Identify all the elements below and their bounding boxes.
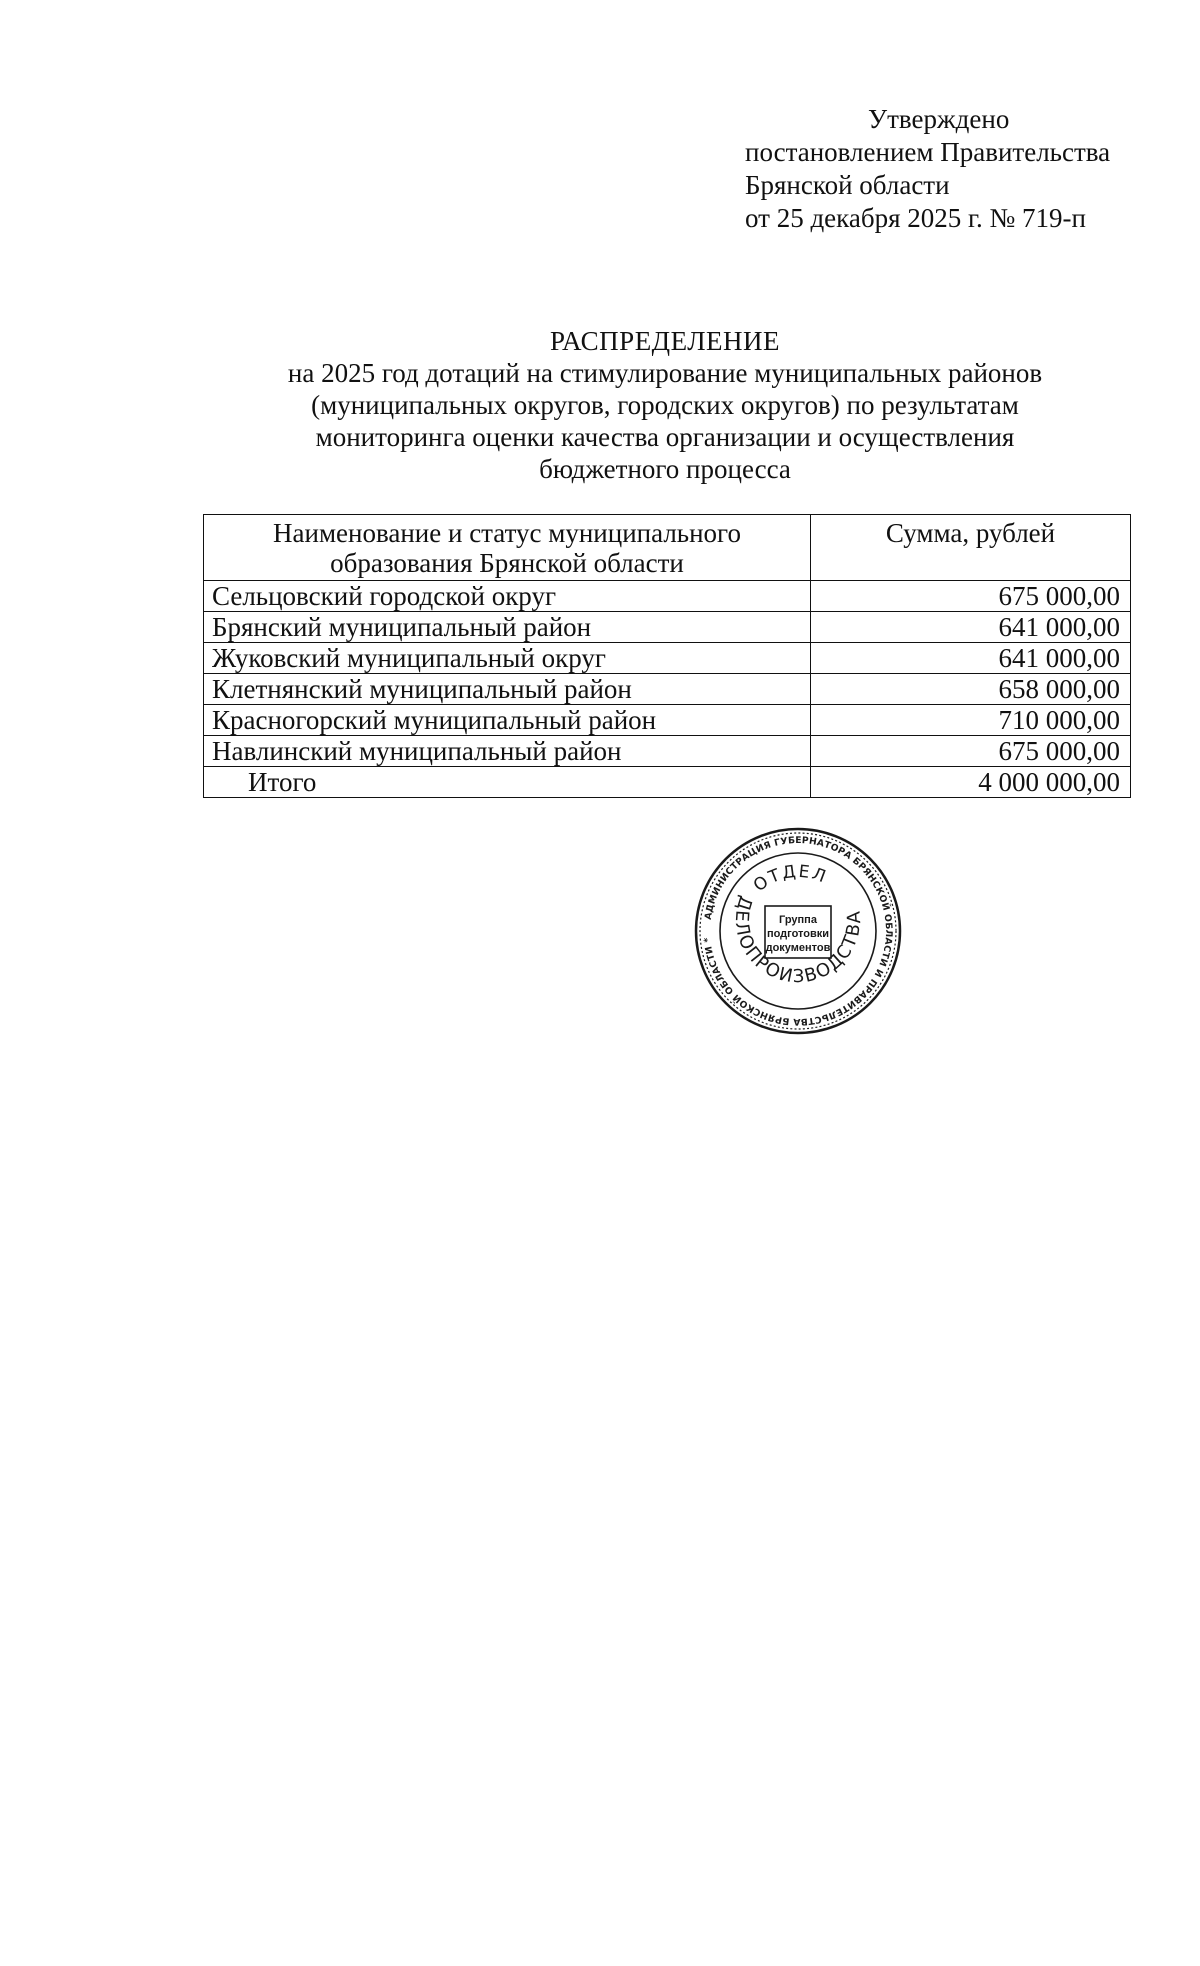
approval-line-date-number: от 25 декабря 2025 г. № 719-п (745, 203, 1086, 233)
municipality-name: Сельцовский городской округ (204, 581, 811, 612)
stamp-office-text: ДЕЛОПРОИЗВОДСТВА (730, 893, 866, 988)
stamp-center-line: документов (765, 942, 831, 954)
document-title: РАСПРЕДЕЛЕНИЕ (549, 326, 781, 356)
office-stamp (693, 826, 903, 1036)
table-header-row (204, 515, 1131, 581)
municipality-name: Брянский муниципальный район (204, 612, 811, 643)
approval-block (745, 103, 1110, 235)
municipality-name: Клетнянский муниципальный район (204, 674, 811, 705)
amount-value: 710 000,00 (811, 705, 1131, 736)
stamp-center-line: подготовки (766, 928, 830, 940)
table-row (204, 705, 1131, 736)
table-row (204, 674, 1131, 705)
stamp-ring-text: АДМИНИСТРАЦИЯ ГУБЕРНАТОРА БРЯНСКОЙ ОБЛАСТИ И ПРАВИТЕЛЬСТВА БРЯНСКОЙ ОБЛАСТИ * (702, 834, 895, 1028)
amount-value: 675 000,00 (811, 736, 1131, 767)
heading-block (200, 325, 1130, 485)
table-row (204, 612, 1131, 643)
table-row (204, 736, 1131, 767)
amount-value: 641 000,00 (811, 643, 1131, 674)
amount-value: 675 000,00 (811, 581, 1131, 612)
stamp-department-text: ОТДЕЛ (749, 861, 831, 897)
table-total-row (204, 767, 1131, 798)
table-row (204, 643, 1131, 674)
total-label: Итого (204, 767, 811, 798)
header-municipality (204, 515, 811, 581)
total-amount: 4 000 000,00 (811, 767, 1131, 798)
municipality-name: Навлинский муниципальный район (204, 736, 811, 767)
distribution-table (203, 514, 1131, 798)
amount-value: 658 000,00 (811, 674, 1131, 705)
header-municipality-line: образования Брянской области (330, 548, 684, 578)
subtitle-line: бюджетного процесса (539, 454, 791, 484)
stamp-center-line: Группа (779, 914, 817, 926)
amount-value: 641 000,00 (811, 612, 1131, 643)
table-row (204, 581, 1131, 612)
approval-line-approved: Утверждено (868, 104, 1010, 134)
subtitle-line: на 2025 год дотаций на стимулирование муниципальных районов (287, 358, 1043, 388)
header-amount: Сумма, рублей (811, 515, 1131, 581)
subtitle-line: (муниципальных округов, городских округов) по результатам (311, 390, 1019, 420)
municipality-name: Жуковский муниципальный округ (204, 643, 811, 674)
approval-line-resolution: постановлением Правительства (745, 137, 1111, 167)
subtitle-line: мониторинга оценки качества организации и осуществления (315, 422, 1015, 452)
approval-line-region: Брянской области (745, 170, 950, 200)
header-municipality-line: Наименование и статус муниципального (273, 518, 741, 548)
municipality-name: Красногорский муниципальный район (204, 705, 811, 736)
